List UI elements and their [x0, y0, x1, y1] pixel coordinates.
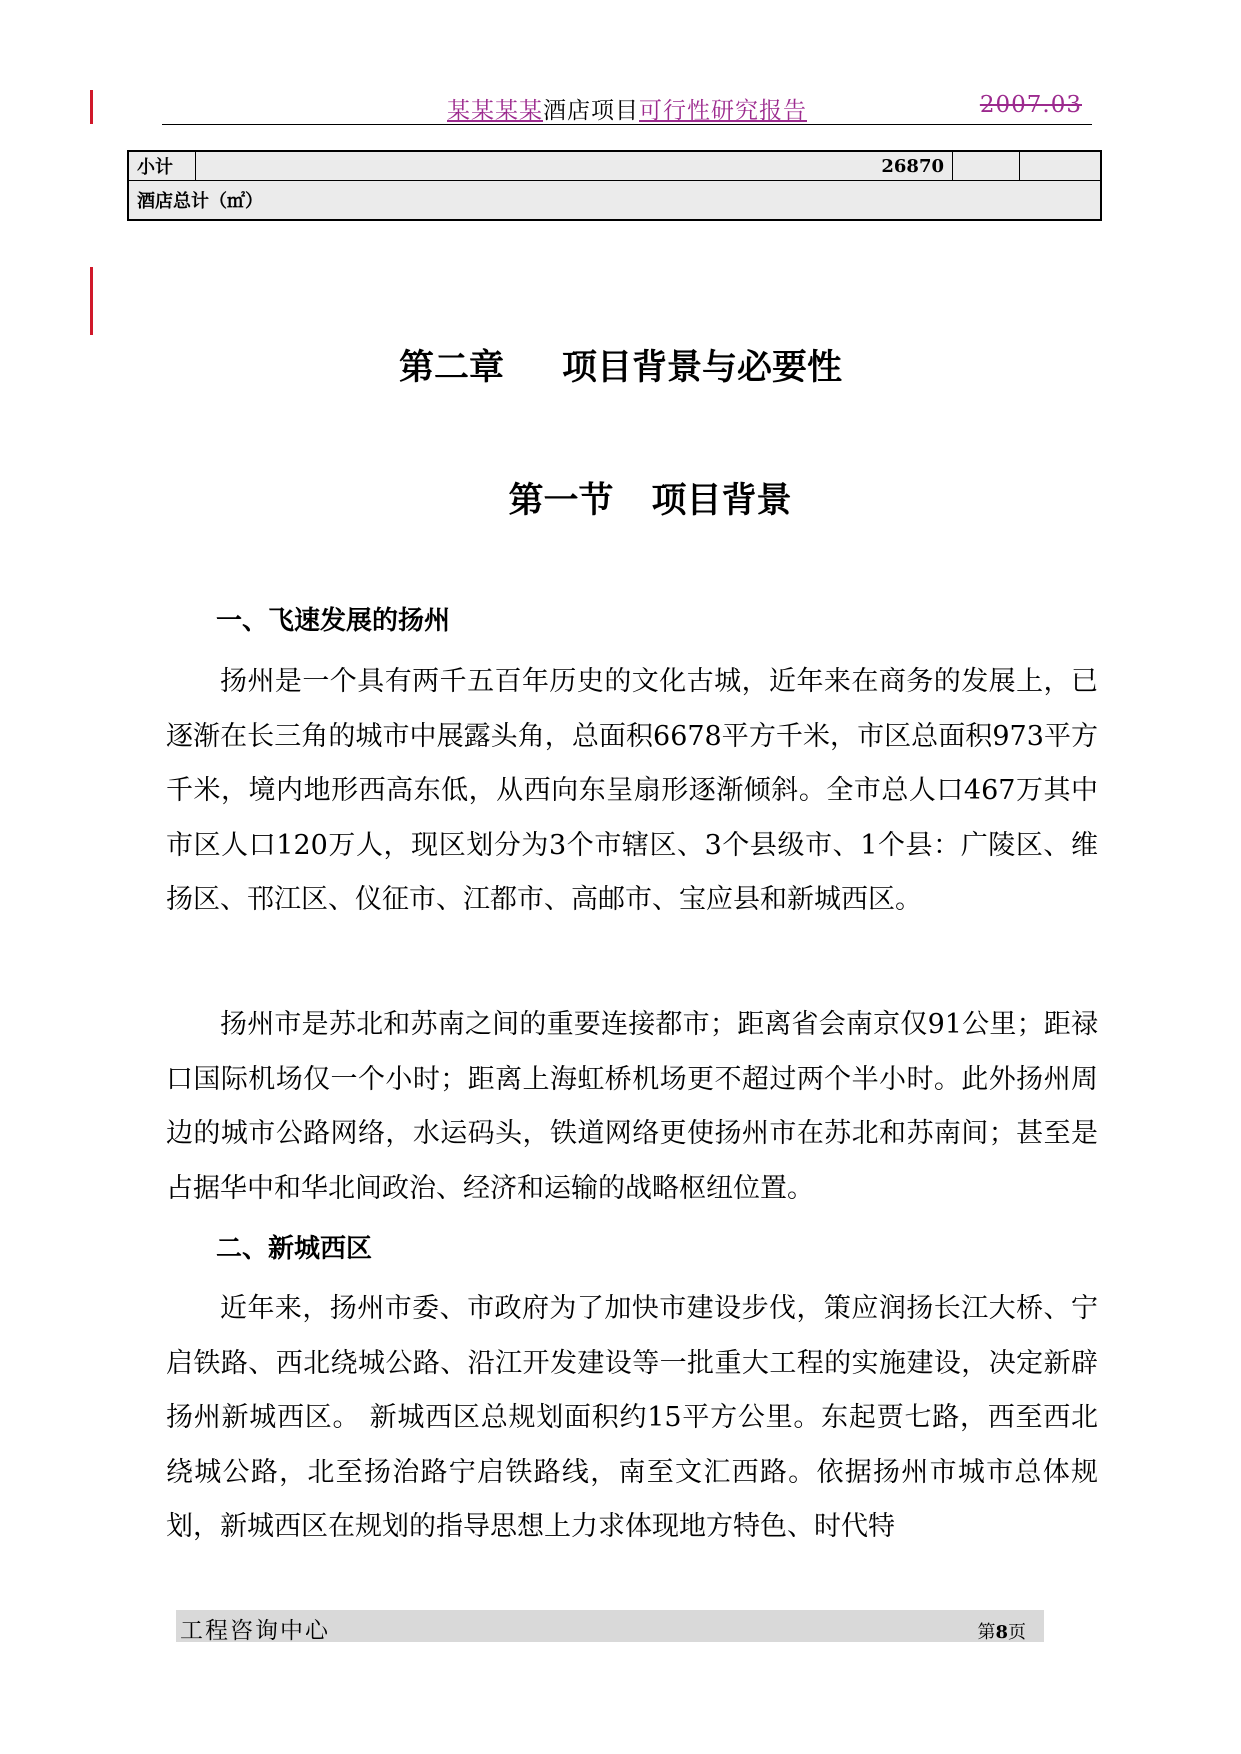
subsection-heading: 一、飞速发展的扬州 — [216, 606, 451, 636]
body-paragraph: 扬州是一个具有两千五百年历史的文化古城，近年来在商务的发展上，已逐渐在长三角的城市中展露头角，总面积6678平方千米，市区总面积973平方千米，境内地形西高东低，从西向东呈扇形逐渐倾斜。全市总人口467万其中市区人口120万人，现区划分为3个市辖区、3个县级市、1个县：广陵区、维扬区、邗江区、仪征市、江都市、高邮市、宝应县和新城西区。 — [166, 666, 1098, 915]
revision-change-bar — [90, 267, 93, 335]
header-title — [162, 92, 1092, 125]
footer-organization: 工程咨询中心 — [180, 1618, 330, 1644]
total-label: 酒店总计（㎡） — [128, 181, 1101, 221]
chapter-heading — [0, 340, 1241, 390]
table-cell — [953, 151, 1020, 181]
page-suffix: 页 — [1008, 1622, 1026, 1643]
header-title-report: 可行性研究报告 — [639, 98, 807, 124]
section-number: 第一节 — [508, 481, 614, 521]
table-cell — [1020, 151, 1102, 181]
area-summary-table — [127, 150, 1102, 221]
header-title-company: 某某某某 — [447, 98, 543, 124]
chapter-title: 项目背景与必要性 — [562, 348, 843, 388]
subsection-heading: 二、新城西区 — [216, 1234, 373, 1264]
header-title-project: 酒店项目 — [543, 98, 639, 124]
page-number-value: 8 — [995, 1622, 1008, 1643]
revision-change-bar — [90, 90, 93, 124]
body-paragraph: 扬州市是苏北和苏南之间的重要连接都市；距离省会南京仅91公里；距禄口国际机场仅一个小时；距离上海虹桥机场更不超过两个半小时。此外扬州周边的城市公路网络，水运码头，铁道网络更使扬州市在苏北和苏南间；甚至是占据华中和华北间政治、经济和运输的战略枢纽位置。 — [166, 1009, 1098, 1204]
table-row — [128, 151, 1101, 181]
page-footer — [176, 1610, 1044, 1642]
subtotal-value: 26870 — [196, 151, 953, 181]
page-number — [977, 1618, 1026, 1644]
page-prefix: 第 — [977, 1622, 996, 1643]
section-title: 项目背景 — [651, 481, 792, 521]
table-row — [128, 181, 1101, 221]
page-header — [162, 90, 1092, 125]
subtotal-label: 小计 — [128, 151, 196, 181]
chapter-number: 第二章 — [398, 348, 504, 388]
header-date: 2007.03 — [979, 92, 1082, 118]
section-heading — [0, 473, 1241, 523]
body-paragraph: 近年来，扬州市委、市政府为了加快市建设步伐，策应润扬长江大桥、宁启铁路、西北绕城公路、沿江开发建设等一批重大工程的实施建设，决定新辟扬州新城西区。 新城西区总规划面积约15平方公里。东起贾七路，西至西北绕城公路，北至扬治路宁启铁路线，南至文汇西路。依据扬州市城市总体规划，新城西区在规划的指导思想上力求体现地方特色、时代特 — [166, 1293, 1098, 1542]
